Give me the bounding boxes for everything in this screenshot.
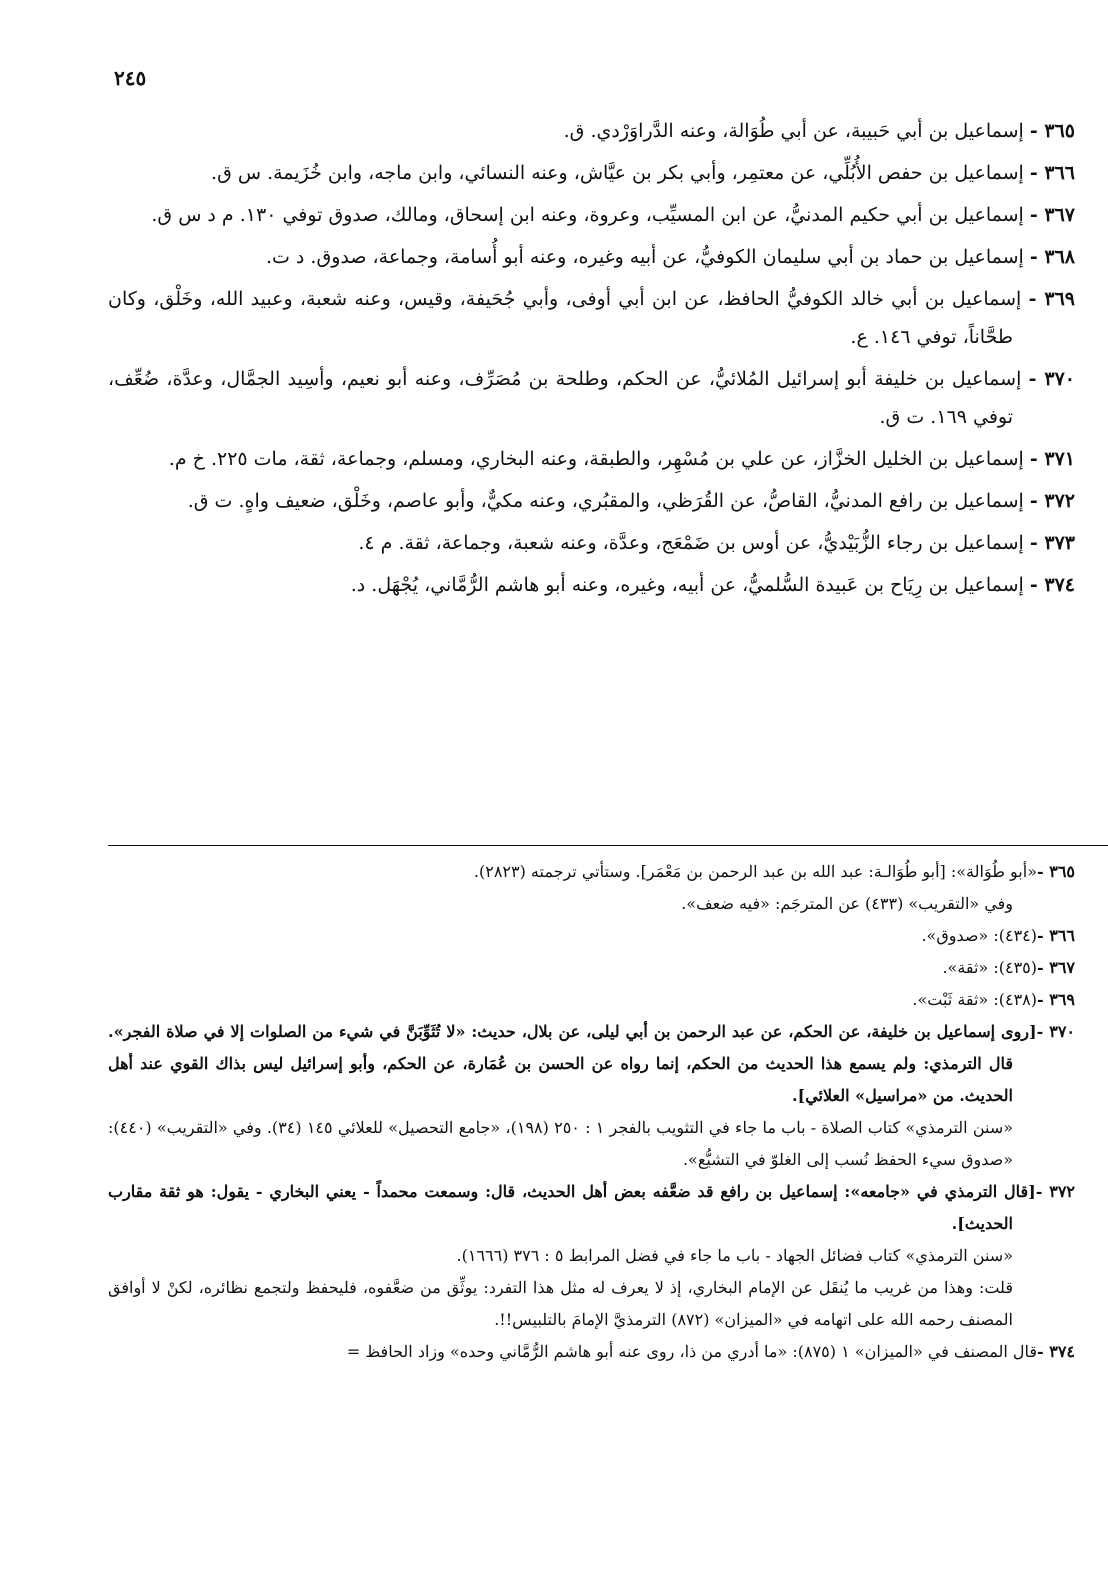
footnote-number: ٣٦٦ - <box>1037 926 1075 945</box>
footnote-number: ٣٧٢ - <box>1035 1182 1075 1201</box>
footnote-text: «سنن الترمذي» كتاب الصلاة - باب ما جاء في التثويب بالفجر ١ : ٢٥٠ (١٩٨)، «جامع التحصيل» للعلائي ١٤٥ (٣٤). وفي «التقريب» (٤٤٠): «صدوق سيء الحفظ نُسب إلى الغلوّ في التشيُّع». <box>108 1118 1014 1169</box>
footnote-text: [روى إسماعيل بن خليفة، عن الحكم، عن عبد الرحمن بن أبي ليلى، عن بلال، حديث: «لا تُثَوِّبَنَّ في شيء من الصلوات إلا في صلاة الفجر». قال الترمذي: ولم يسمع هذا الحديث من الحكم، إنما رواه عن الحسن بن عُمَارة، عن الحكم، وأبو إسرائيل ليس بذاك القوي عند أهل الحديث. من «مراسيل» العلائي]. <box>108 1022 1037 1105</box>
footnote-number: ٣٧٤ - <box>1037 1342 1075 1361</box>
footnote-text: (٤٣٨): «ثقة ثَبْت». <box>912 990 1037 1009</box>
entry-text: إسماعيل بن أبي خالد الكوفيُّ الحافظ، عن ابن أبي أوفى، وأبي جُحَيفة، وقيس، وعنه شعبة، وعبيد الله، وخَلْق، وكان طحَّاناً، توفي ١٤٦. ع. <box>108 288 1022 348</box>
entry-text: إسماعيل بن الخليل الخزَّاز، عن علي بن مُسْهِر، والطبقة، وعنه البخاري، ومسلم، وجماعة، ثقة، مات ٢٢٥. خ م. <box>168 448 1024 470</box>
entry-number: ٣٦٧ - <box>1029 204 1075 226</box>
entry-number: ٣٦٦ - <box>1029 162 1075 184</box>
entry-number: ٣٧٣ - <box>1029 532 1075 554</box>
entry-number: ٣٧١ - <box>1029 448 1075 470</box>
footnote-text: قال المصنف في «الميزان» ١ (٨٧٥): «ما أدري من ذا، روى عنه أبو هاشم الرُّمَّاني وحده» وزاد الحافظ = <box>346 1342 1037 1361</box>
entry-number: ٣٧٠ - <box>1028 368 1075 390</box>
entry-number: ٣٦٩ - <box>1028 288 1075 310</box>
footnote-number: ٣٧٠ - <box>1036 1022 1075 1041</box>
footnote-370 <box>108 1016 1075 1112</box>
footnote-365 <box>108 856 1075 888</box>
entry-number: ٣٦٥ - <box>1029 120 1075 142</box>
footnote-372 <box>108 1176 1075 1240</box>
footnote-text: «سنن الترمذي» كتاب فضائل الجهاد - باب ما جاء في فضل المرابط ٥ : ٣٧٦ (١٦٦٦). <box>456 1246 1013 1265</box>
entry-text: إسماعيل بن رجاء الزُّبَيْديُّ، عن أوس بن ضَمْعَج، وعدَّة، وعنه شعبة، وجماعة، ثقة. م ٤. <box>358 532 1024 554</box>
footnotes <box>108 856 1075 1368</box>
entry-373 <box>108 524 1075 562</box>
entry-371 <box>108 440 1075 478</box>
entry-372 <box>108 482 1075 520</box>
footnote-365-continued <box>108 888 1075 920</box>
footnote-text: (٤٣٥): «ثقة». <box>942 958 1037 977</box>
entry-number: ٣٧٤ - <box>1029 574 1075 596</box>
footnote-372-comment <box>108 1272 1075 1336</box>
entry-365 <box>108 112 1075 150</box>
entry-369 <box>108 280 1075 356</box>
footnote-367 <box>108 952 1075 984</box>
footnote-text: قلت: وهذا من غريب ما يُنقَل عن الإمام البخاري، إذ لا يعرف له مثل هذا التفرد: يوثِّق من ضعَّفوه، فليحفظ ولتجمع نظائره، لكنْ لا أوافق المصنف رحمه الله على اتهامه في «الميزان» (٨٧٢) الترمذيَّ الإمامَ بالتلبيس!!. <box>108 1278 1013 1329</box>
entry-text: إسماعيل بن خليفة أبو إسرائيل المُلائيُّ، عن الحكم، وطلحة بن مُصَرِّف، وعنه أبو نعيم، وأسِيد الجمَّال، وعدَّة، ضُعِّف، توفي ١٦٩. ت ق. <box>108 368 1022 428</box>
entry-text: إسماعيل بن رافع المدنيُّ، القاصُّ، عن القُرَظي، والمقبُري، وعنه مكيٌّ، وأبو عاصم، وخَلْق، ضعيف واهٍ. ت ق. <box>187 490 1024 512</box>
footnote-370-continued <box>108 1112 1075 1176</box>
footnote-369 <box>108 984 1075 1016</box>
page-number: ٢٤٥ <box>114 66 147 90</box>
footnote-372-source <box>108 1240 1075 1272</box>
entry-text: إسماعيل بن أبي حكيم المدنيُّ، عن ابن المسيِّب، وعروة، وعنه ابن إسحاق، ومالك، صدوق توفي ١٣٠. م د س ق. <box>151 204 1024 226</box>
entry-368 <box>108 238 1075 276</box>
footnote-text: (٤٣٤): «صدوق». <box>921 926 1037 945</box>
entry-text: إسماعيل بن حفص الأُبُلِّي، عن معتمِر، وأبي بكر بن عيَّاش، وعنه النسائي، وابن ماجه، وابن خُزَيمة. س ق. <box>211 162 1024 184</box>
entry-number: ٣٧٢ - <box>1029 490 1075 512</box>
footnote-366 <box>108 920 1075 952</box>
entry-374 <box>108 566 1075 604</box>
entry-text: إسماعيل بن حماد بن أبي سليمان الكوفيُّ، عن أبيه وغيره، وعنه أبو أُسامة، وجماعة، صدوق. د ت. <box>265 246 1024 268</box>
footnote-number: ٣٦٩ - <box>1037 990 1075 1009</box>
entry-366 <box>108 154 1075 192</box>
entry-text: إسماعيل بن أبي حَبيبة، عن أبي طُوَالة، وعنه الدَّراوَرْدي. ق. <box>563 120 1024 142</box>
entry-370 <box>108 360 1075 436</box>
entry-text: إسماعيل بن رِيَاح بن عَبيدة السُّلميُّ، عن أبيه، وغيره، وعنه أبو هاشم الرُّمَّاني، يُجْهَل. د. <box>350 574 1024 596</box>
entry-number: ٣٦٨ - <box>1029 246 1075 268</box>
footnote-divider <box>108 845 1108 846</box>
footnote-text: وفي «التقريب» (٤٣٣) عن المترجَم: «فيه ضعف». <box>681 894 1013 913</box>
entry-367 <box>108 196 1075 234</box>
biography-entries <box>108 112 1075 608</box>
footnote-number: ٣٦٥ - <box>1037 862 1075 881</box>
footnote-text: [قال الترمذي في «جامعه»: إسماعيل بن رافع قد ضعَّفه بعض أهل الحديث، قال: وسمعت محمداً - يعني البخاري - يقول: هو ثقة مقارب الحديث]. <box>108 1182 1036 1233</box>
footnote-374 <box>108 1336 1075 1368</box>
footnote-text: «أبو طُوَالة»: [أبو طُوَالـة: عبد الله بن عبد الرحمن بن مَعْمَر]. وستأتي ترجمته (٢٨٢٣). <box>473 862 1037 881</box>
footnote-number: ٣٦٧ - <box>1037 958 1075 977</box>
